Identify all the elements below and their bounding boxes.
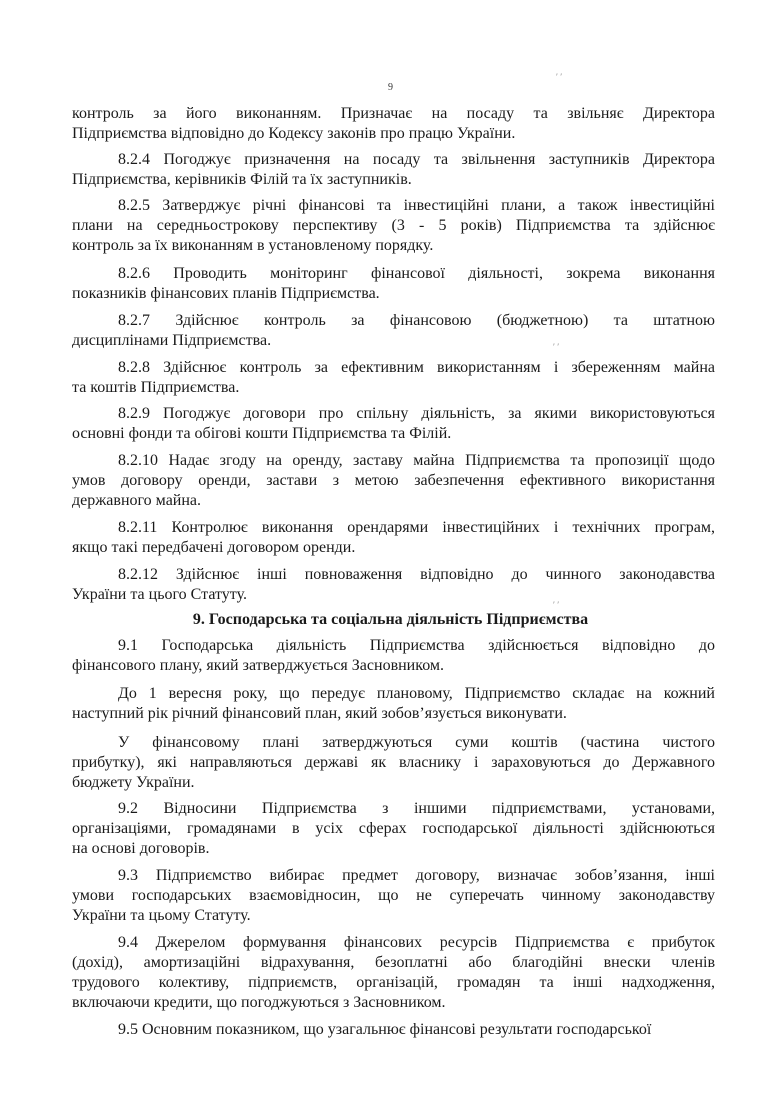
scan-speck: ′ ′ <box>556 72 563 82</box>
paragraph-line: на основі договорів. <box>72 840 210 857</box>
scan-speck: ′ ′ <box>553 342 560 352</box>
paragraph-line: Підприємства, керівників Філій та їх заступників. <box>72 171 412 188</box>
paragraph-line: 8.2.8 Здійснює контроль за ефективним використанням і збереженням майна <box>118 359 715 376</box>
paragraph-line: Підприємства відповідно до Кодексу законів про працю України. <box>72 125 516 142</box>
paragraph-line: якщо такі передбачені договором оренди. <box>72 539 356 556</box>
paragraph-line: 8.2.11 Контролює виконання орендарями інвестиційних і технічних програм, <box>118 519 715 536</box>
paragraph-line: 8.2.7 Здійснює контроль за фінансовою (бюджетною) та штатною <box>118 312 715 329</box>
paragraph-line: контроль за їх виконанням в установленому порядку. <box>72 237 434 254</box>
paragraph-line: 9.2 Відносини Підприємства з іншими підприємствами, установами, <box>118 800 715 817</box>
paragraph-line: державного майна. <box>72 492 202 509</box>
paragraph-line: 9.5 Основним показником, що узагальнює фінансові результати господарської <box>118 1021 652 1038</box>
paragraph-line: прибутку), які направляються державі як власнику і зараховуються до Державного <box>72 754 715 771</box>
paragraph-line: умов договору оренди, застави з метою забезпечення ефективного використання <box>72 472 715 489</box>
paragraph-line: дисциплінами Підприємства. <box>72 332 272 349</box>
paragraph-line: 9.3 Підприємство вибирає предмет договору, визначає зобов’язання, інші <box>118 867 715 884</box>
paragraph-line: 8.2.6 Проводить моніторинг фінансової діяльності, зокрема виконання <box>118 265 715 282</box>
paragraph-line: 8.2.4 Погоджує призначення на посаду та звільнення заступників Директора <box>118 151 715 168</box>
paragraph-line: контроль за його виконанням. Призначає на посаду та звільняє Директора <box>72 105 715 122</box>
paragraph-line: України та цьому Статуту. <box>72 907 251 924</box>
paragraph-line: 8.2.10 Надає згоду на оренду, заставу майна Підприємства та пропозиції щодо <box>118 452 715 469</box>
paragraph-line: показників фінансових планів Підприємства. <box>72 285 380 302</box>
paragraph-line: плани на середньострокову перспективу (3 - 5 років) Підприємства та здійснює <box>72 217 715 234</box>
paragraph-line: (дохід), амортизаційні відрахування, безоплатні або благодійні внески членів <box>72 954 715 971</box>
paragraph-line: умови господарських взаємовідносин, що не суперечать чинному законодавству <box>72 887 715 904</box>
paragraph-line: фінансового плану, який затверджується Засновником. <box>72 657 445 674</box>
paragraph-line: До 1 вересня року, що передує плановому, Підприємство складає на кожний <box>118 685 715 702</box>
section-heading: 9. Господарська та соціальна діяльність Підприємства <box>192 611 589 628</box>
paragraph-line: наступний рік річний фінансовий план, який зобов’язується виконувати. <box>72 705 567 722</box>
paragraph-line: включаючи кредити, що погоджуються з Засновником. <box>72 994 446 1011</box>
paragraph-line: та коштів Підприємства. <box>72 379 240 396</box>
paragraph-line: трудового колективу, підприємств, організацій, громадян та інші надходження, <box>72 974 715 991</box>
paragraph-line: 8.2.12 Здійснює інші повноваження відповідно до чинного законодавства <box>118 566 715 583</box>
paragraph-line: 9.4 Джерелом формування фінансових ресурсів Підприємства є прибуток <box>118 934 715 951</box>
page-number: 9 <box>388 82 393 93</box>
paragraph-line: бюджету України. <box>72 774 195 791</box>
paragraph-line: У фінансовому плані затверджуються суми коштів (частина чистого <box>118 734 715 751</box>
paragraph-line: України та цього Статуту. <box>72 586 247 603</box>
scan-speck: ′ ′ <box>553 600 560 610</box>
paragraph-line: 8.2.9 Погоджує договори про спільну діяльність, за якими використовуються <box>118 405 715 422</box>
paragraph-line: основні фонди та обігові кошти Підприємства та Філій. <box>72 425 452 442</box>
paragraph-line: організаціями, громадянами в усіх сферах господарської діяльності здійснюються <box>72 820 715 837</box>
paragraph-line: 8.2.5 Затверджує річні фінансові та інвестиційні плани, а також інвестиційні <box>118 197 715 214</box>
paragraph-line: 9.1 Господарська діяльність Підприємства здійснюється відповідно до <box>118 637 715 654</box>
